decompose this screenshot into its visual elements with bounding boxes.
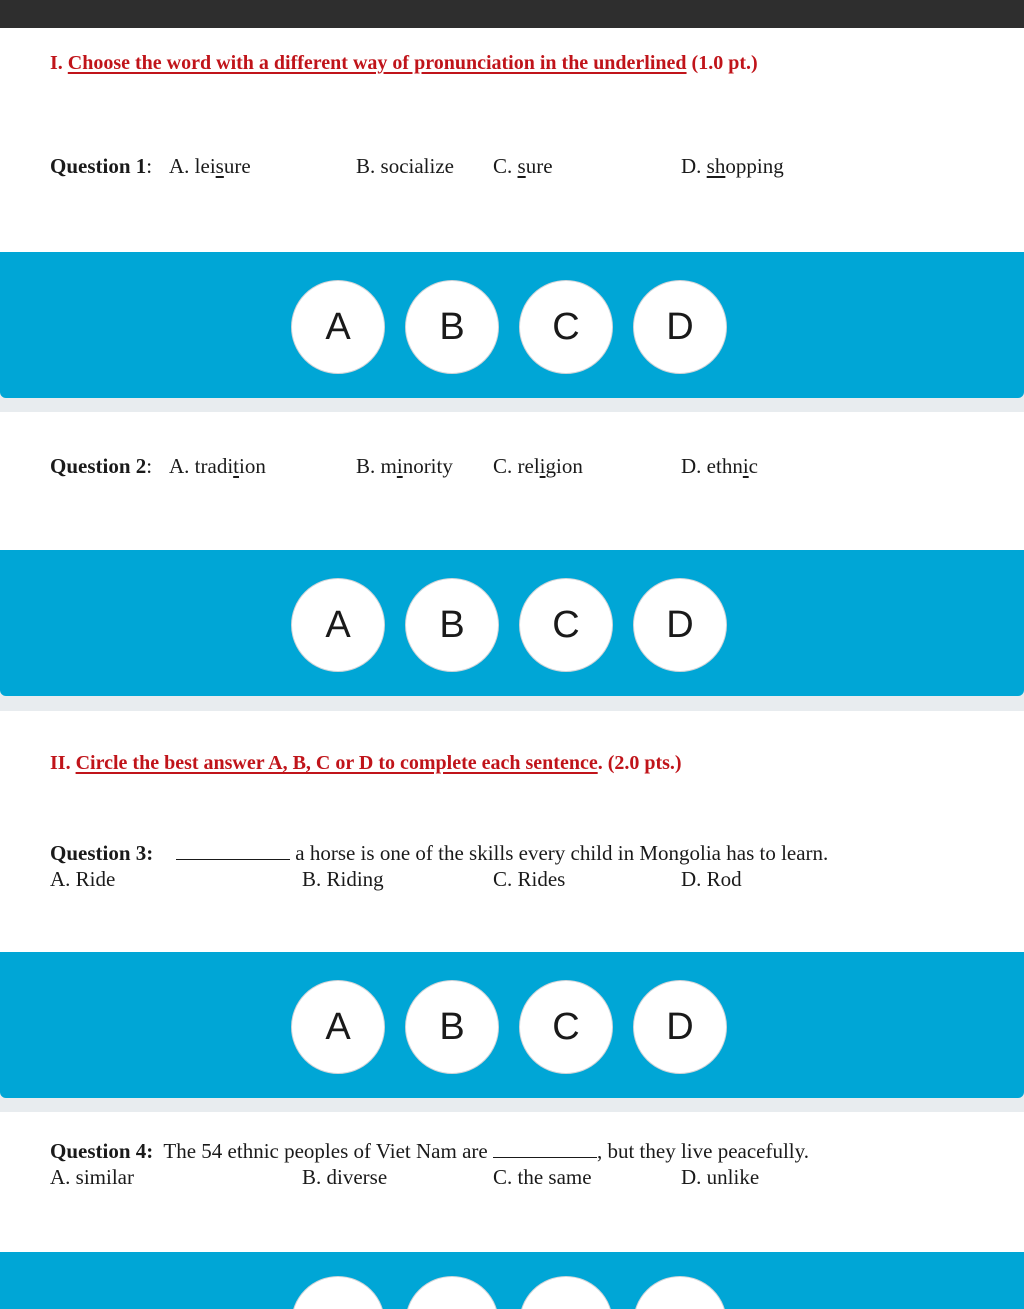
answer-4-c-button[interactable] [519, 1276, 613, 1309]
question-4-option-c: C. the same [493, 1165, 592, 1189]
question-3-option-d: D. Rod [681, 867, 742, 891]
question-4-option-a: A. similar [50, 1165, 134, 1189]
answer-1-b-button[interactable]: B [405, 280, 499, 374]
question-3-blank [176, 842, 290, 860]
answer-band-4 [0, 1252, 1024, 1309]
answer-3-c-button[interactable]: C [519, 980, 613, 1074]
answer-2-c-button[interactable]: C [519, 578, 613, 672]
question-3-stem: a horse is one of the skills every child in Mongolia has to learn. [176, 841, 828, 866]
answer-3-a-button[interactable]: A [291, 980, 385, 1074]
section-1-heading [50, 52, 758, 75]
section-1-title: Choose the word with a different way of pronunciation in the underlined [67, 52, 687, 74]
section-2-points: . (2.0 pts.) [597, 752, 682, 774]
question-2-option-b: B. minority [356, 454, 453, 478]
question-1-option-d: D. shopping [681, 154, 784, 178]
answer-4-a-button[interactable] [291, 1276, 385, 1309]
question-4-stem: Question 4: The 54 ethnic peoples of Viet Nam are , but they live peacefully. [50, 1139, 810, 1163]
top-status-bar [0, 0, 1024, 28]
answer-1-c-button[interactable]: C [519, 280, 613, 374]
answer-band-2 [0, 550, 1024, 696]
question-3-option-b: B. Riding [302, 867, 384, 891]
section-1-points: (1.0 pt.) [691, 52, 758, 74]
question-card-2 [0, 412, 1024, 550]
section-1-number: I. [50, 52, 63, 74]
answer-1-a-button[interactable]: A [291, 280, 385, 374]
question-1-label: Question 1: [50, 154, 153, 178]
question-4-option-b: B. diverse [302, 1165, 388, 1189]
question-1-option-a: A. leisure [169, 154, 251, 178]
answer-band-3 [0, 952, 1024, 1098]
question-2-option-c: C. religion [493, 454, 583, 478]
question-2-option-d: D. ethnic [681, 454, 758, 478]
question-2-option-a: A. tradition [169, 454, 266, 478]
question-3-label: Question 3: [50, 841, 154, 865]
question-1-option-c: C. sure [493, 154, 553, 178]
answer-2-d-button[interactable]: D [633, 578, 727, 672]
answer-band-1 [0, 252, 1024, 398]
answer-2-a-button[interactable]: A [291, 578, 385, 672]
question-4-blank [493, 1140, 597, 1158]
question-card-4 [0, 1112, 1024, 1252]
question-card-1 [0, 28, 1024, 252]
answer-1-d-button[interactable]: D [633, 280, 727, 374]
section-2-number: II. [50, 752, 71, 774]
answer-3-b-button[interactable]: B [405, 980, 499, 1074]
answer-3-d-button[interactable]: D [633, 980, 727, 1074]
section-2-heading [50, 752, 682, 775]
question-1-option-b: B. socialize [356, 154, 454, 178]
section-2-title: Circle the best answer A, B, C or D to complete each sentence [75, 752, 598, 774]
answer-2-b-button[interactable]: B [405, 578, 499, 672]
question-3-option-c: C. Rides [493, 867, 566, 891]
question-card-3 [0, 711, 1024, 952]
question-3-option-a: A. Ride [50, 867, 116, 891]
question-4-option-d: D. unlike [681, 1165, 760, 1189]
answer-4-d-button[interactable] [633, 1276, 727, 1309]
answer-4-b-button[interactable] [405, 1276, 499, 1309]
question-2-label: Question 2: [50, 454, 153, 478]
